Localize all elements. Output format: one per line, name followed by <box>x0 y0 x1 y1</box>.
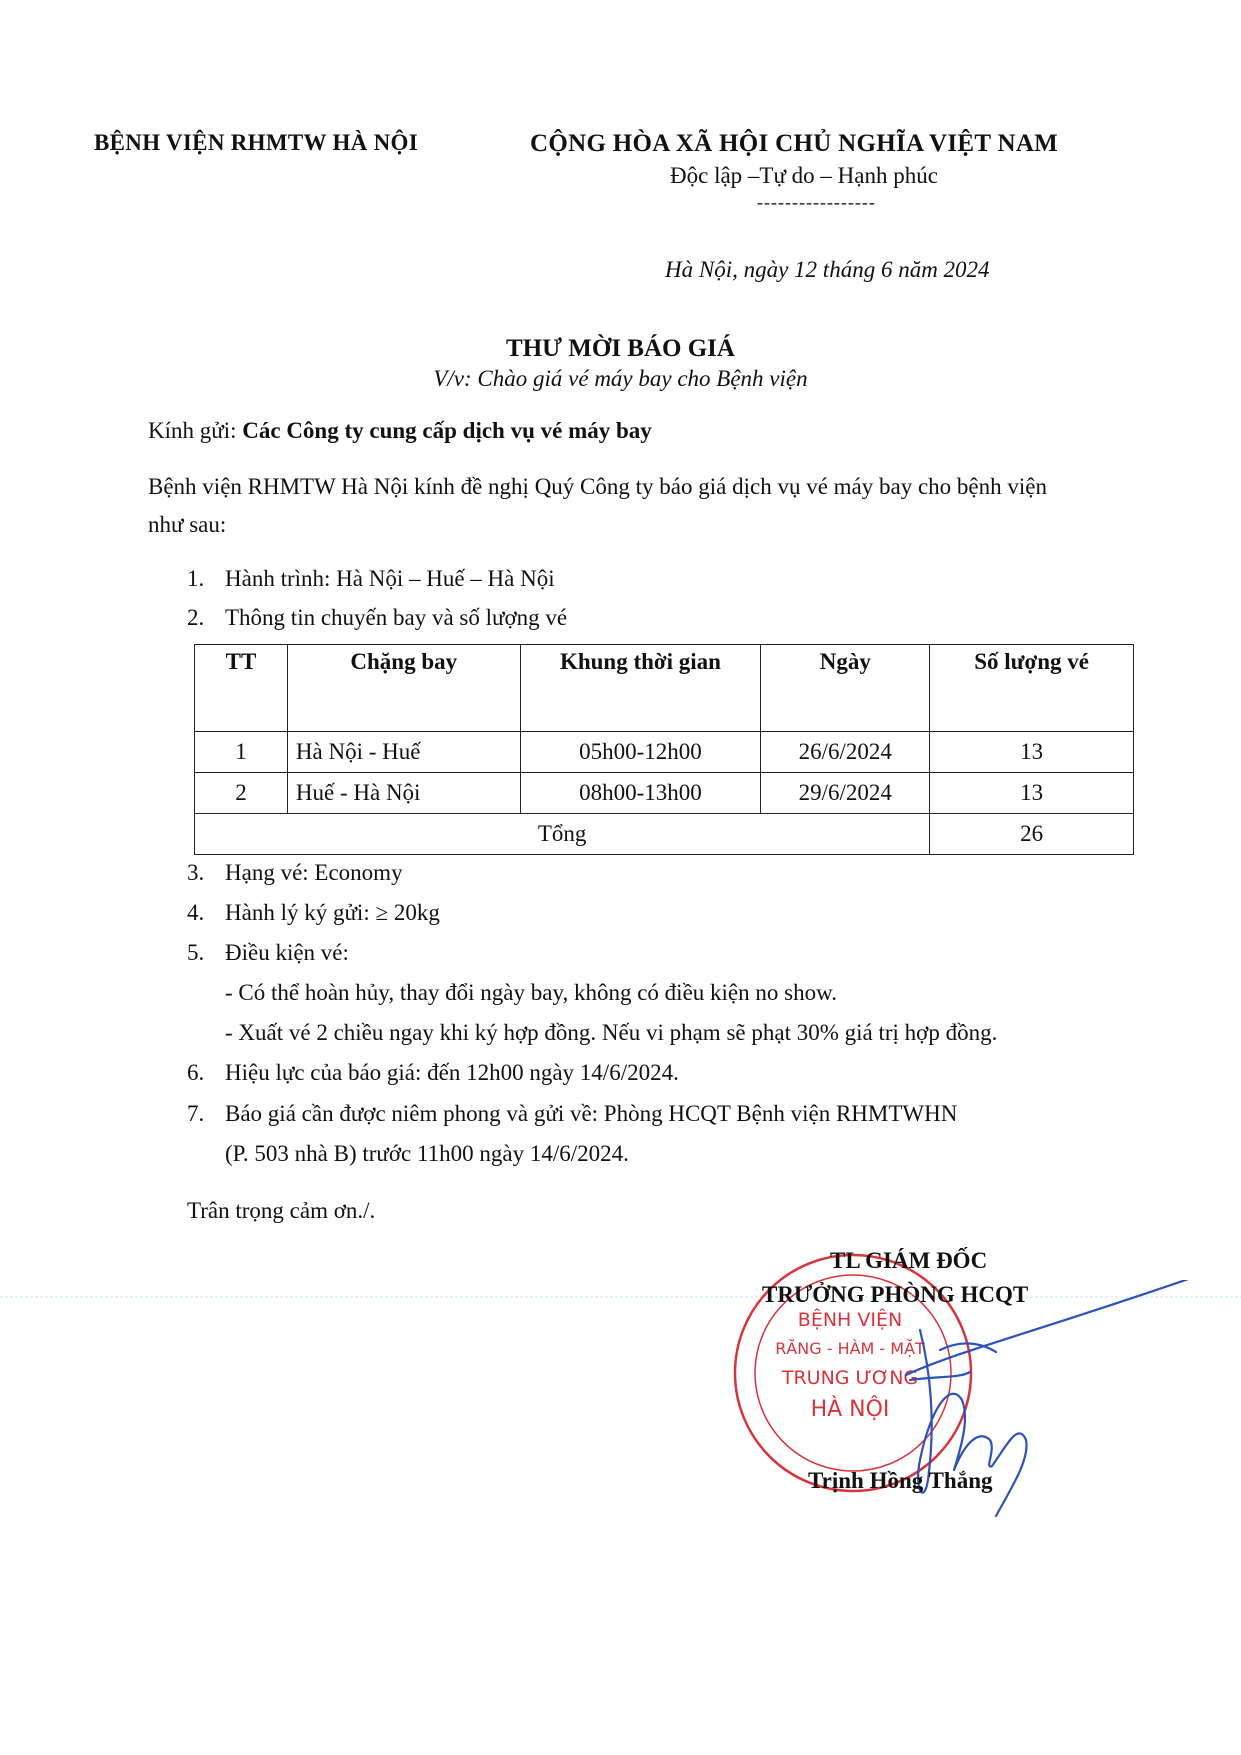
table-header: Khung thời gian <box>520 645 761 732</box>
motto: Độc lập –Tự do – Hạnh phúc <box>670 163 938 188</box>
signer-name: Trịnh Hồng Thắng <box>808 1468 993 1493</box>
table-header: Ngày <box>761 645 930 732</box>
table-header-row <box>195 645 1134 732</box>
organization-name: BỆNH VIỆN RHMTW HÀ NỘI <box>94 130 418 155</box>
list-item-7-continued: (P. 503 nhà B) trước 11h00 ngày 14/6/2024. <box>225 1141 629 1166</box>
list-item-number: 5. <box>187 940 205 965</box>
condition-2: - Xuất vé 2 chiều ngay khi ký hợp đồng. Nếu vi phạm sẽ phạt 30% giá trị hợp đồng. <box>225 1020 998 1045</box>
table-cell: 13 <box>930 773 1134 814</box>
table-cell: Huế - Hà Nội <box>287 773 520 814</box>
list-item-number: 7. <box>187 1101 205 1126</box>
table-cell: Hà Nội - Huế <box>287 732 520 773</box>
list-item-text: Hành lý ký gửi: ≥ 20kg <box>225 900 440 925</box>
table-row <box>195 773 1134 814</box>
table-total-label: Tổng <box>195 814 930 855</box>
table-cell: 1 <box>195 732 288 773</box>
list-item-text: Điều kiện vé: <box>225 940 349 965</box>
list-item-number: 1. <box>187 566 205 591</box>
flight-table <box>194 644 1134 855</box>
list-item-text: Báo giá cần được niêm phong và gửi về: Phòng HCQT Bệnh viện RHMTWHN <box>225 1101 958 1126</box>
stamp-line-3: TRUNG ƯƠNG <box>781 1367 919 1389</box>
table-cell: 2 <box>195 773 288 814</box>
motto-rule: ----------------- <box>757 192 876 212</box>
list-item-number: 3. <box>187 860 205 885</box>
list-item-text: Hiệu lực của báo giá: đến 12h00 ngày 14/6/2024. <box>225 1060 679 1085</box>
closing-text: Trân trọng cảm ơn./. <box>187 1198 376 1223</box>
country-name: CỘNG HÒA XÃ HỘI CHỦ NGHĨA VIỆT NAM <box>530 130 1059 157</box>
table-cell: 05h00-12h00 <box>520 732 761 773</box>
table-total-row <box>195 814 1134 855</box>
table-header: TT <box>195 645 288 732</box>
table-cell: 08h00-13h00 <box>520 773 761 814</box>
list-item-text: Thông tin chuyến bay và số lượng vé <box>225 605 568 630</box>
table-cell: 29/6/2024 <box>761 773 930 814</box>
list-item-number: 2. <box>187 605 205 630</box>
table-total-value: 26 <box>930 814 1134 855</box>
table-cell: 13 <box>930 732 1134 773</box>
signature-title-line-2: TRƯỞNG PHÒNG HCQT <box>762 1282 1029 1307</box>
recipient-prefix: Kính gửi: <box>148 418 243 443</box>
table-row <box>195 732 1134 773</box>
table-header: Số lượng vé <box>930 645 1134 732</box>
recipient-line <box>148 418 652 444</box>
condition-1: - Có thể hoàn hủy, thay đổi ngày bay, không có điều kiện no show. <box>225 980 837 1005</box>
stamp-line-4: HÀ NỘI <box>810 1397 890 1422</box>
table-cell: 26/6/2024 <box>761 732 930 773</box>
document-title: THƯ MỜI BÁO GIÁ <box>506 335 735 362</box>
signature-title-line-1: TL GIÁM ĐỐC <box>830 1248 988 1273</box>
intro-paragraph: Bệnh viện RHMTW Hà Nội kính đề nghị Quý Công ty báo giá dịch vụ vé máy bay cho bệnh viện như sau: <box>148 474 1047 537</box>
stamp-line-2: RĂNG - HÀM - MẶT <box>775 1339 925 1358</box>
stamp-line-1: BỆNH VIỆN <box>797 1309 903 1331</box>
list-item-number: 6. <box>187 1060 205 1085</box>
date-line: Hà Nội, ngày 12 tháng 6 năm 2024 <box>665 257 990 282</box>
list-item-text: Hành trình: Hà Nội – Huế – Hà Nội <box>225 566 555 591</box>
list-item-text: Hạng vé: Economy <box>225 860 403 885</box>
table-header: Chặng bay <box>287 645 520 732</box>
recipient-name: Các Công ty cung cấp dịch vụ vé máy bay <box>242 418 652 443</box>
document-subject: V/v: Chào giá vé máy bay cho Bệnh viện <box>433 366 808 391</box>
list-item-number: 4. <box>187 900 205 925</box>
